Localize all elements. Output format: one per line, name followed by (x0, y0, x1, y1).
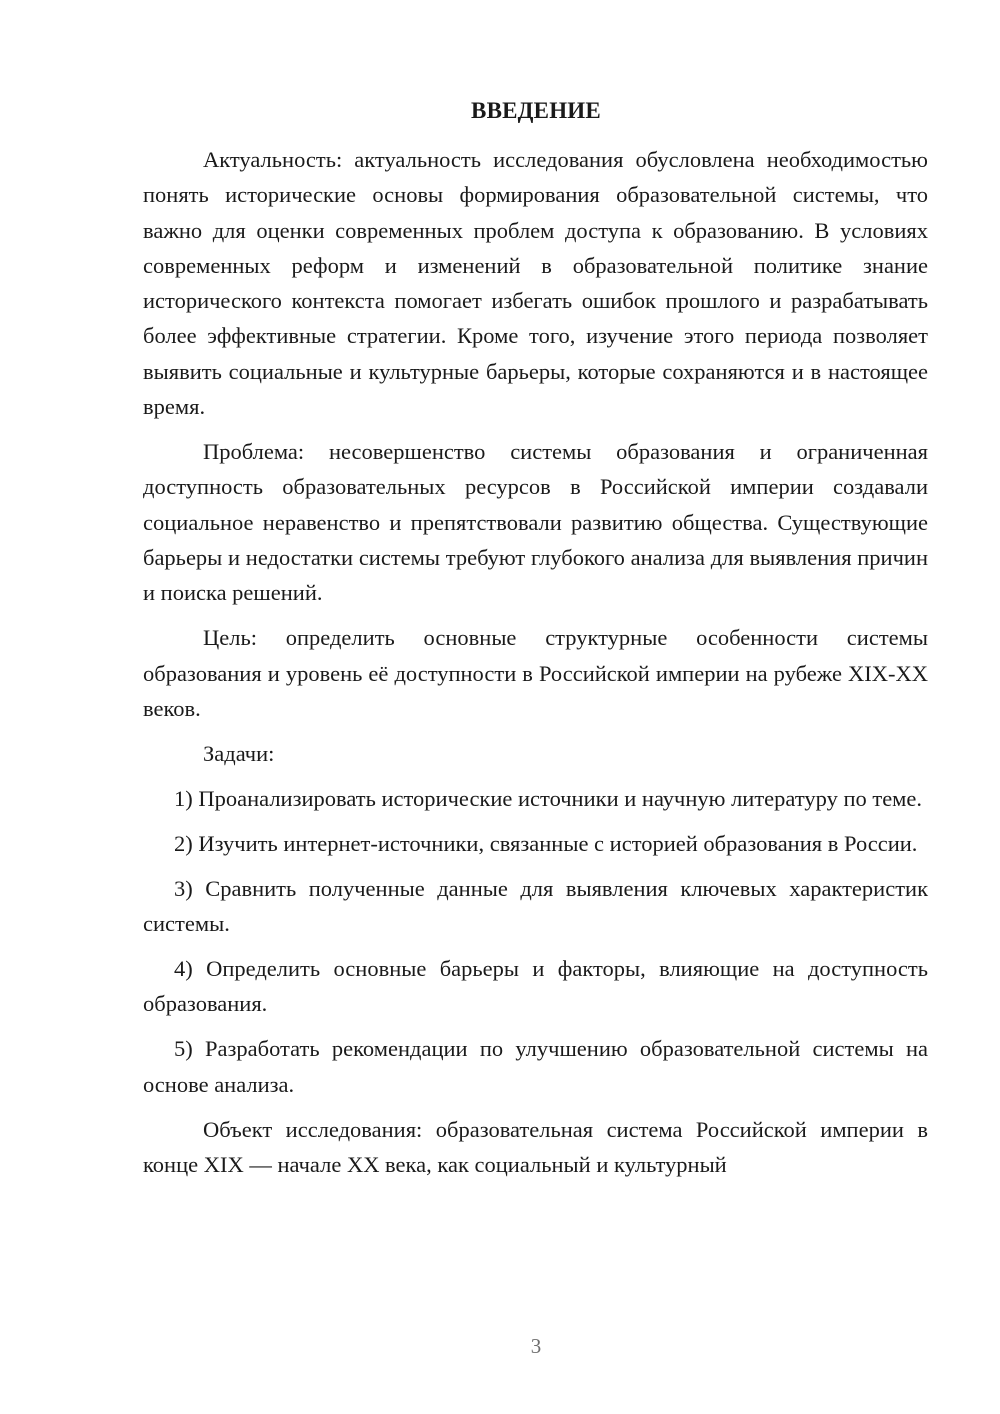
problem-paragraph: Проблема: несовершенство системы образования и ограниченная доступность образовательных ресурсов в Российской империи создавали социальное неравенство и препятствовали развитию общества. Существующие барьеры и недостатки системы требуют глубокого анализа для выявления причин и поиска решений. (143, 439, 928, 606)
section-heading: ВВЕДЕНИЕ (471, 98, 601, 123)
task-item: 3) Сравнить полученные данные для выявления ключевых характеристик системы. (143, 875, 928, 937)
goal-paragraph: Цель: определить основные структурные особенности системы образования и уровень её доступности в Российской империи на рубеже XIX-XX веков. (143, 625, 928, 721)
body-text (143, 142, 928, 1182)
relevance-paragraph: Актуальность: актуальность исследования обусловлена необходимостью понять исторические основы формирования образовательной системы, что важно для оценки современных проблем доступа к образованию. В условиях современных реформ и изменений в образовательной политике знание исторического контекста помогает избегать ошибок прошлого и разрабатывать более эффективные стратегии. Кроме того, изучение этого периода позволяет выявить социальные и культурные барьеры, которые сохраняются и в настоящее время. (143, 147, 928, 420)
task-item: 4) Определить основные барьеры и факторы, влияющие на доступность образования. (143, 956, 928, 1017)
task-item: 2) Изучить интернет-источники, связанные с историей образования в России. (174, 830, 918, 856)
task-item: 5) Разработать рекомендации по улучшению образовательной системы на основе анализа. (143, 1036, 928, 1097)
task-item: 1) Проанализировать исторические источники и научную литературу по теме. (174, 785, 923, 811)
object-paragraph: Объект исследования: образовательная система Российской империи в конце XIX — начале XX века, как социальный и культурный (143, 1116, 928, 1177)
tasks-label: Задачи: (203, 740, 275, 766)
page-number: 3 (530, 1334, 542, 1358)
